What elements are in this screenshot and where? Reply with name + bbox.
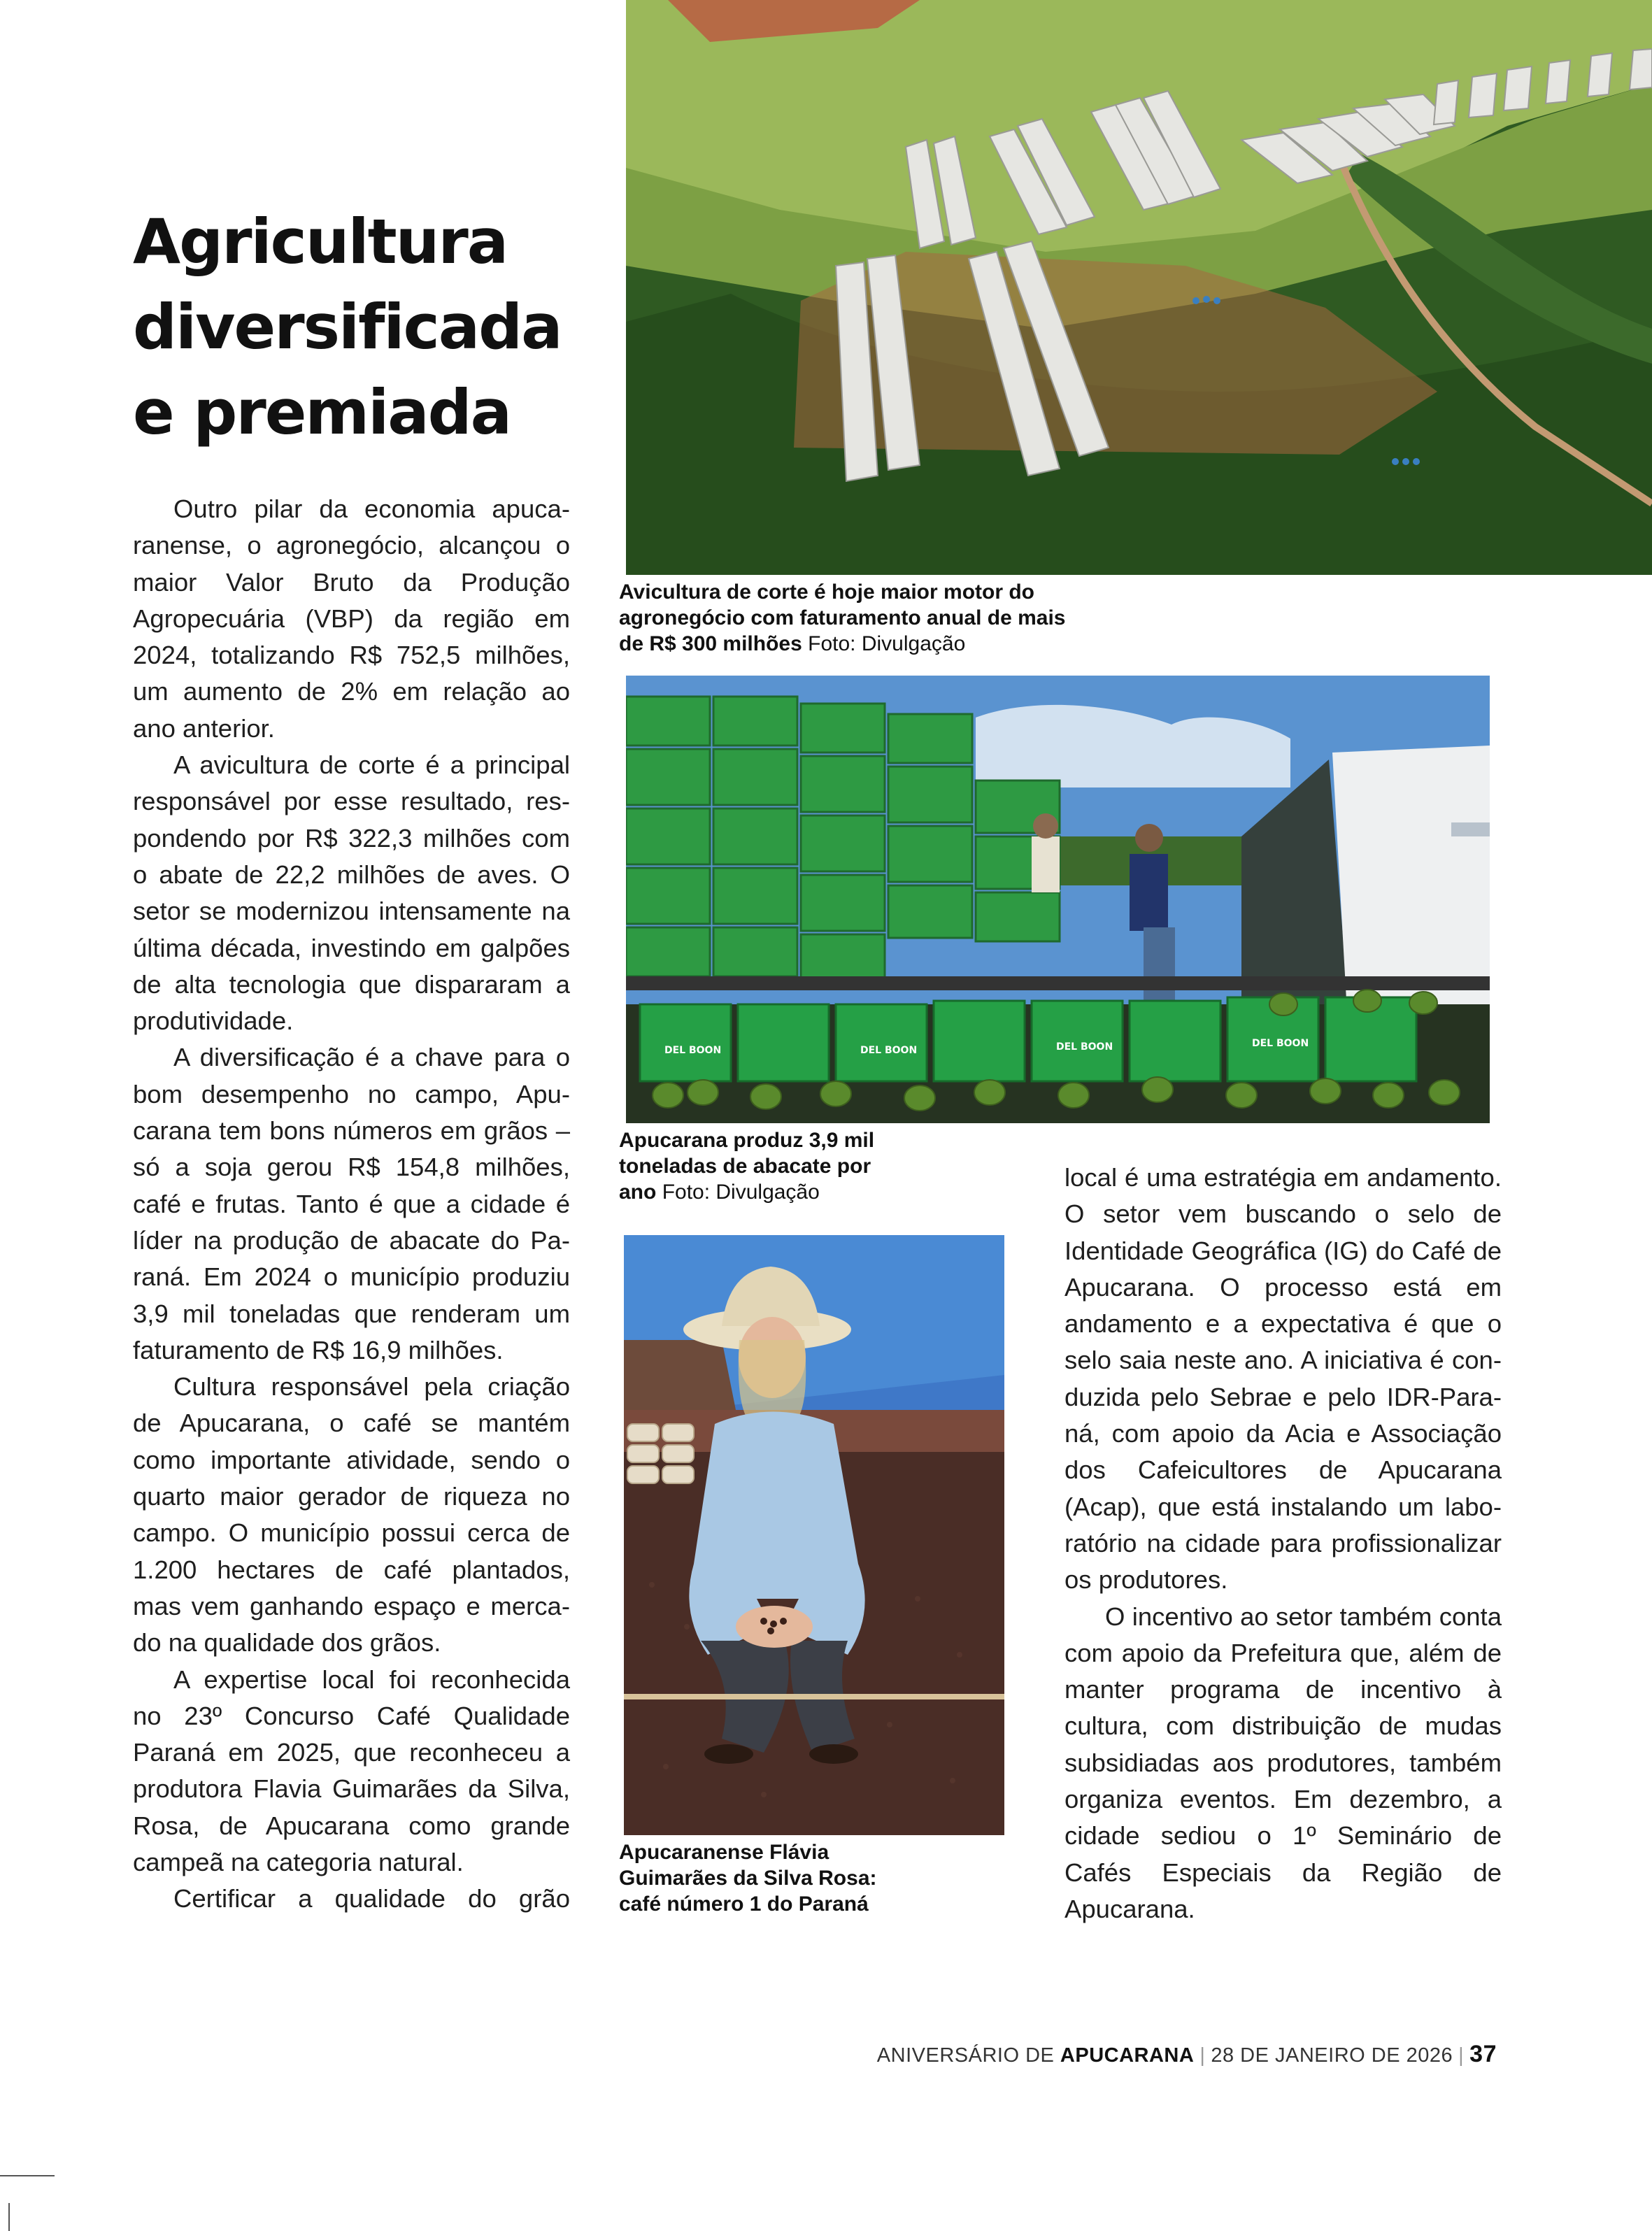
aerial-photo-caption bbox=[619, 579, 1067, 657]
crop-mark bbox=[0, 2175, 55, 2176]
coffee-farmer-photo bbox=[624, 1235, 1004, 1835]
caption-text: Apucarana produz 3,9 mil toneladas de abacate por ano bbox=[619, 1129, 875, 1204]
footer-brand: APUCARANA bbox=[1060, 2044, 1195, 2067]
caption-text: Avicultura de corte é hoje maior motor do agronegócio com faturamento anual de mais de R$ 300 milhões bbox=[619, 580, 1066, 655]
title-line-1: Agricultura bbox=[133, 206, 508, 278]
body-paragraph: A expertise local foi reconhecida no 23º Concurso Café Qualidade Paraná em 2025, que reconheceu a produtora Flavia Guimarães da Silva, Rosa, de Apucarana como grande campeã na categoria natural. bbox=[133, 1665, 570, 1876]
body-paragraph: A diversificação é a chave para o bom desempenho no campo, Apucarana tem bons números em grãos – só a soja gerou R$ 154,8 milhões, café e frutas. Tanto é que a cidade é líder na produção de abacate do Paraná. Em 2024 o município produziu 3,9 mil toneladas que renderam um faturamento de R$ 16,9 milhões. bbox=[133, 1043, 570, 1364]
avocado-photo-caption bbox=[619, 1127, 899, 1205]
photo-credit: Foto: Divulgação bbox=[808, 632, 966, 655]
photo-credit: Foto: Divulgação bbox=[662, 1181, 820, 1204]
crop-mark bbox=[8, 2203, 10, 2231]
body-paragraph: Certificar a qualidade do grão bbox=[173, 1884, 570, 1913]
caption-text: Apucaranense Flávia Guimarães da Silva Rosa: café número 1 do Paraná bbox=[619, 1841, 877, 1916]
aerial-poultry-farm-photo bbox=[626, 0, 1652, 575]
title-line-2: diversificada bbox=[133, 291, 562, 363]
footer-date: 28 DE JANEIRO DE 2026 bbox=[1211, 2044, 1453, 2067]
footer-prefix: ANIVERSÁRIO DE bbox=[876, 2044, 1055, 2067]
body-paragraph: Cultura responsável pela criação de Apucarana, o café se mantém como importante atividade, sendo o quarto maior gerador de riqueza no campo. O município possui cerca de 1.200 hectares de café plantados, mas vem ganhando espaço e mercado na qualidade dos grãos. bbox=[133, 1372, 570, 1658]
farmer-photo-caption bbox=[619, 1839, 899, 1917]
page-number: 37 bbox=[1469, 2041, 1497, 2067]
article-body-left-column bbox=[133, 491, 570, 1918]
coffee-farmer-illustration bbox=[624, 1235, 1004, 1835]
article-title bbox=[133, 199, 581, 455]
crate-label-text: DEL BOON bbox=[860, 1045, 918, 1056]
crate-label-text: DEL BOON bbox=[664, 1045, 722, 1056]
body-paragraph: Outro pilar da economia apucaranense, o agronegócio, alcançou o maior Valor Bruto da Produção Agropecuária (VBP) da região em 2024, totalizando R$ 752,5 milhões, um aumento de 2% em relação ao ano anterior. bbox=[133, 494, 570, 743]
page-footer bbox=[877, 2041, 1497, 2068]
body-paragraph: A avicultura de corte é a principal responsável por esse resultado, respondendo por R$ 322,3 milhões com o abate de 22,2 milhões de aves. O setor se modernizou intensamente na última década, investindo em galpões de alta tecnologia que dispararam a produtividade. bbox=[133, 750, 570, 1036]
avocado-crates-photo bbox=[626, 676, 1490, 1123]
footer-divider: | bbox=[1458, 2044, 1465, 2067]
avocado-crates-illustration bbox=[626, 676, 1490, 1123]
footer-divider: | bbox=[1199, 2044, 1206, 2067]
title-line-3: e premiada bbox=[133, 376, 511, 448]
body-paragraph: O incentivo ao setor também conta com apoio da Prefeitura que, além de manter programa de incentivo à cultura, com distribuição de mudas subsidiadas aos produtores, também organiza eventos. Em dezembro, a cidade sediou o 1º Seminário de Cafés Especiais da Região de Apucarana. bbox=[1064, 1602, 1502, 1923]
article-body-right-column bbox=[1064, 1160, 1502, 1927]
crate-label-text: DEL BOON bbox=[1056, 1041, 1113, 1053]
crate-label-text: DEL BOON bbox=[1252, 1038, 1309, 1049]
body-paragraph: local é uma estratégia em andamento. O setor vem buscando o selo de Identidade Geográfica (IG) do Café de Apucarana. O processo está em andamento e a expectativa é que o selo saia neste ano. A iniciativa é conduzida pelo Sebrae e pelo IDR-Paraná, com apoio da Acia e Associação dos Cafeicultores de Apucarana (Acap), que está instalando um laboratório na cidade para profissionalizar os produtores. bbox=[1064, 1163, 1502, 1595]
aerial-farm-illustration bbox=[626, 0, 1652, 575]
